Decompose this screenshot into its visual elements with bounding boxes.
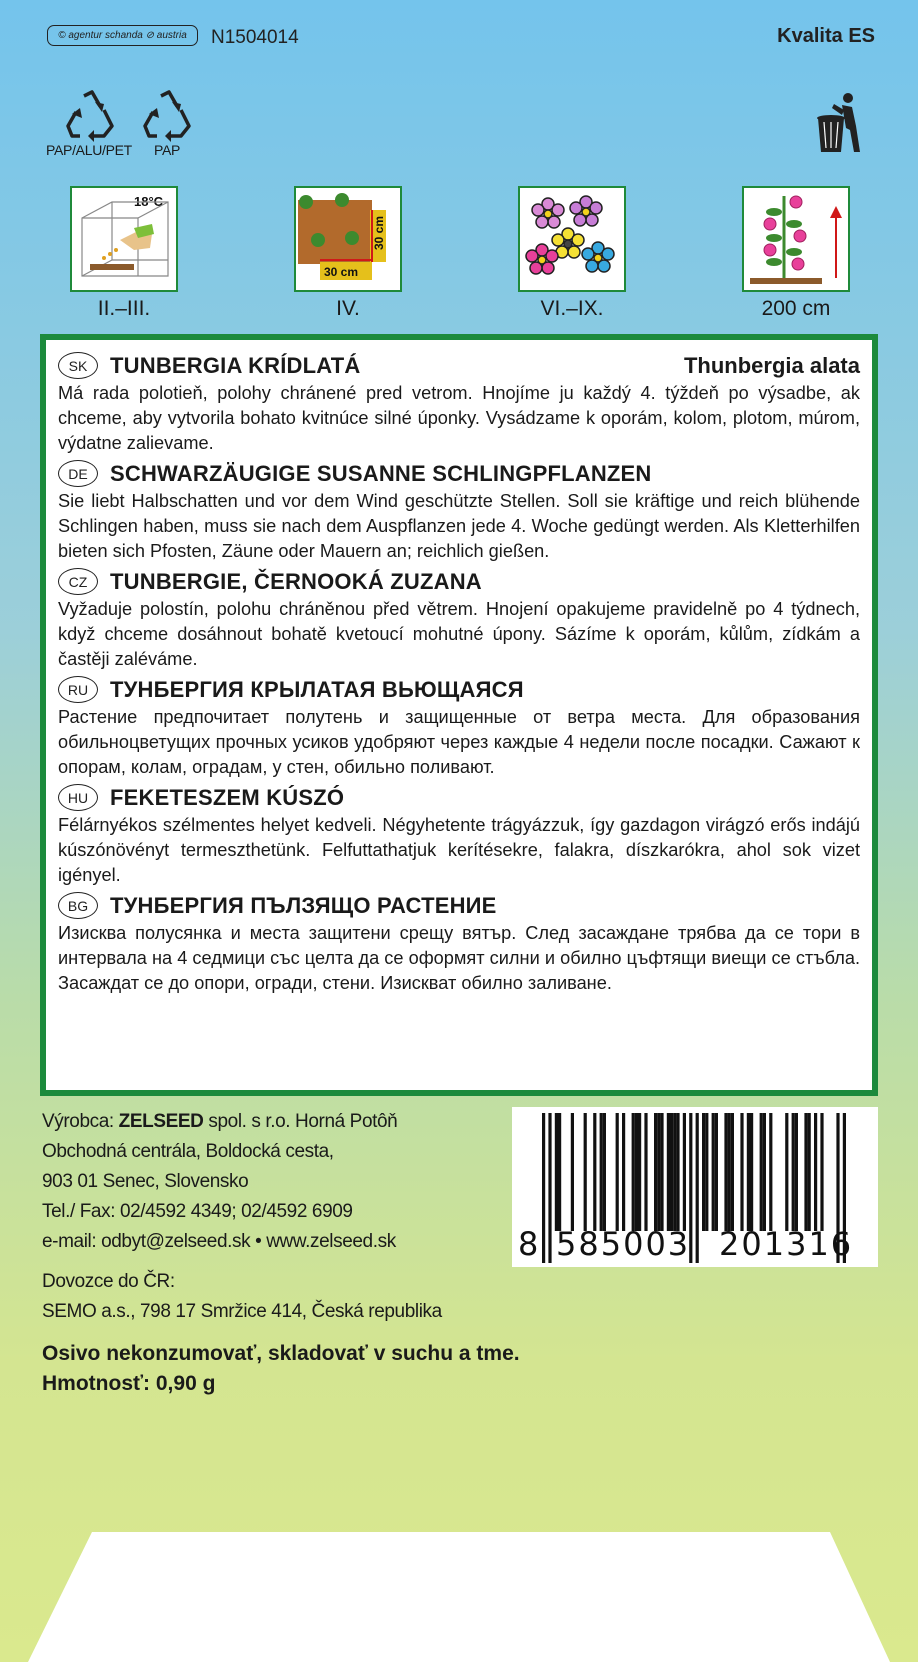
barcode-bar — [712, 1113, 715, 1231]
barcode-bar — [795, 1113, 798, 1231]
recycle-label-pap: PAP — [154, 142, 181, 158]
barcode-bar — [792, 1113, 795, 1231]
pictogram-planting-spacing — [294, 186, 402, 292]
pictogram-caption-sowing: II.–III. — [97, 297, 151, 320]
barcode-bar — [702, 1113, 705, 1231]
barcode-digits-right: 201316 — [719, 1225, 854, 1263]
section-title-ru: ТУНБЕРГИЯ КРЫЛАТАЯ ВЬЮЩАЯСЯ — [110, 676, 524, 702]
product-code: N1504014 — [211, 27, 299, 48]
barcode-bar — [616, 1113, 619, 1231]
barcode-bar — [584, 1113, 587, 1231]
storage-notes — [42, 1339, 520, 1399]
section-body-sk: Má rada polotieň, polohy chránené pred vetrom. Hnojíme ju každý 4. týždeň po výsadbe, ak chceme, aby vytvorila bohato kvitnúce silné úponky. Vysádzame k oporám, kolom, plotom, múrom, výdatne zalievame. — [58, 383, 860, 453]
section-title-de: SCHWARZÄUGIGE SUSANNE SCHLINGPFLANZEN — [110, 460, 652, 486]
spacing-label-horizontal: 30 cm — [324, 265, 359, 279]
barcode-bar — [804, 1113, 807, 1231]
barcode-digits-left: 585003 — [556, 1225, 691, 1263]
barcode-bar — [555, 1113, 558, 1231]
recycle-label-pap-alu-pet: PAP/ALU/PET — [46, 142, 132, 158]
producer-contact-line: e-mail: odbyt@zelseed.sk • www.zelseed.sk — [42, 1231, 396, 1252]
lang-badge-hu: HU — [58, 784, 98, 811]
barcode-bar — [724, 1113, 727, 1231]
producer-prefix: Výrobca: — [42, 1111, 119, 1132]
recycle-icon — [64, 88, 120, 144]
barcode-bar — [670, 1113, 673, 1231]
barcode-bar — [820, 1113, 823, 1231]
recycle-icon-2 — [141, 88, 197, 144]
barcode-bar — [638, 1113, 641, 1231]
pictogram-caption-planting: IV. — [336, 297, 360, 320]
barcode-bar — [760, 1113, 763, 1231]
producer-company-rest: spol. s r.o. Horná Potôň — [203, 1111, 398, 1132]
bottom-white-panel — [0, 1532, 918, 1662]
agentur-schanda-logo — [47, 25, 198, 46]
section-title-cz: TUNBERGIE, ČERNOOKÁ ZUZANA — [110, 568, 482, 594]
importer-info — [42, 1267, 442, 1327]
barcode-bar — [763, 1113, 766, 1231]
producer-info — [42, 1107, 397, 1257]
lang-badge-ru: RU — [58, 676, 98, 703]
barcode-bar — [632, 1113, 635, 1231]
barcode-bar — [600, 1113, 603, 1231]
barcode-bar — [747, 1113, 750, 1231]
pictogram-flowering — [518, 186, 626, 292]
barcode-digit-first: 8 — [518, 1225, 541, 1263]
producer-line-2: Obchodná centrála, Boldocká cesta, — [42, 1141, 334, 1162]
producer-line-1 — [42, 1107, 397, 1137]
lang-badge-sk: SK — [58, 352, 98, 379]
barcode-bar — [673, 1113, 676, 1231]
producer-line-4: Tel./ Fax: 02/4592 4349; 02/4592 6909 — [42, 1201, 353, 1222]
latin-name: Thunbergia alata — [683, 352, 860, 378]
net-weight: Hmotnosť: 0,90 g — [42, 1372, 216, 1395]
quality-label: Kvalita ES — [777, 25, 875, 47]
description-box — [40, 334, 878, 1096]
section-de — [58, 458, 860, 564]
barcode-bar — [676, 1113, 679, 1231]
barcode-bar — [644, 1113, 647, 1231]
section-ru — [58, 674, 860, 780]
section-bg — [58, 890, 860, 996]
barcode-bar — [603, 1113, 606, 1231]
barcode-bar — [683, 1113, 686, 1231]
barcode-bar — [657, 1113, 660, 1231]
barcode-bar — [731, 1113, 734, 1231]
ean-barcode — [512, 1107, 878, 1267]
producer-line-3: 903 01 Senec, Slovensko — [42, 1171, 249, 1192]
barcode-bar — [705, 1113, 708, 1231]
section-body-hu: Félárnyékos szélmentes helyet kedveli. Négyhetente trágyázzuk, így gazdagon virágzó erős indájú kúszónövényt termeszthetünk. Felfuttathatjuk kerítésekre, falakra, díszkarókra, ahol sok vizet igényel. — [58, 815, 860, 885]
barcode-bar — [769, 1113, 772, 1231]
barcode-bar — [785, 1113, 788, 1231]
barcode-bar — [740, 1113, 743, 1231]
barcode-bar — [715, 1113, 718, 1231]
pictogram-greenhouse-sowing — [70, 186, 178, 292]
agentur-logo-text: © agentur schanda ⊘ austria — [58, 30, 187, 41]
section-cz — [58, 566, 860, 672]
barcode-bar — [571, 1113, 574, 1231]
section-body-bg: Изисква полусянка и места защитени срещу вятър. След засаждане трябва да се тори в интервала на 4 седмици със целта да се оформят силни и обилно цъфтящи виещи се стъбла. Засаждат се до опори, огради, стени. Изискват обилно заливане. — [58, 923, 860, 993]
barcode-bar — [696, 1113, 699, 1263]
trash-bin-icon — [814, 90, 866, 156]
barcode-bar — [622, 1113, 625, 1231]
importer-line-2: SEMO a.s., 798 17 Smržice 414, Česká republika — [42, 1301, 442, 1322]
pictogram-caption-height: 200 cm — [761, 297, 831, 320]
barcode-bar — [667, 1113, 670, 1231]
spacing-label-vertical: 30 cm — [372, 215, 386, 250]
barcode-bar — [808, 1113, 811, 1231]
lang-badge-de: DE — [58, 460, 98, 487]
section-title-bg: ТУНБЕРГИЯ ПЪЛЗЯЩО РАСТЕНИЕ — [110, 892, 497, 918]
section-title-hu: FEKETESZEM KÚSZÓ — [110, 784, 345, 810]
section-hu — [58, 782, 860, 888]
pictogram-plant-height — [742, 186, 850, 292]
barcode-bar — [558, 1113, 561, 1231]
section-body-cz: Vyžaduje polostín, polohu chráněnou před větrem. Hnojení opakujeme pravidelně po 4 týdnech, když chceme dosáhnout bohatě kvetoucí mohutné úpony. Sázíme k oporám, kůlům, zídkám a častěji zaléváme. — [58, 599, 860, 669]
barcode-bar — [660, 1113, 663, 1231]
section-sk — [58, 350, 860, 456]
barcode-bar — [728, 1113, 731, 1231]
barcode-bar — [548, 1113, 551, 1263]
barcode-bar — [593, 1113, 596, 1231]
section-body-ru: Растение предпочитает полутень и защищенные от ветра места. Для образования обильноцветущих прочных усиков удобряют через каждые 4 недели после посадки. Сажают к опорам, колам, оградам, у стен, обильно поливают. — [58, 707, 860, 777]
importer-line-1: Dovozce do ČR: — [42, 1271, 175, 1292]
barcode-bar — [654, 1113, 657, 1231]
lang-badge-bg: BG — [58, 892, 98, 919]
barcode-bar — [750, 1113, 753, 1231]
temp-label: 18°C — [134, 194, 164, 209]
pictogram-caption-flowering: VI.–IX. — [540, 297, 604, 320]
barcode-bar — [635, 1113, 638, 1231]
section-body-de: Sie liebt Halbschatten und vor dem Wind geschützte Stellen. Soll sie kräftige und reich blühende Schlingen haben, muss sie nach dem Auspflanzen jede 4. Woche gedüngt werden. Als Kletterhilfen bieten sich Pfosten, Zäune oder Mauern an; reichlich gießen. — [58, 491, 860, 561]
storage-instruction: Osivo nekonzumovať, skladovať v suchu a tme. — [42, 1342, 520, 1365]
producer-company: ZELSEED — [118, 1111, 204, 1132]
barcode-bar — [814, 1113, 817, 1231]
lang-badge-cz: CZ — [58, 568, 98, 595]
section-title-sk: TUNBERGIA KRÍDLATÁ — [110, 352, 361, 378]
barcode-bar — [542, 1113, 545, 1263]
